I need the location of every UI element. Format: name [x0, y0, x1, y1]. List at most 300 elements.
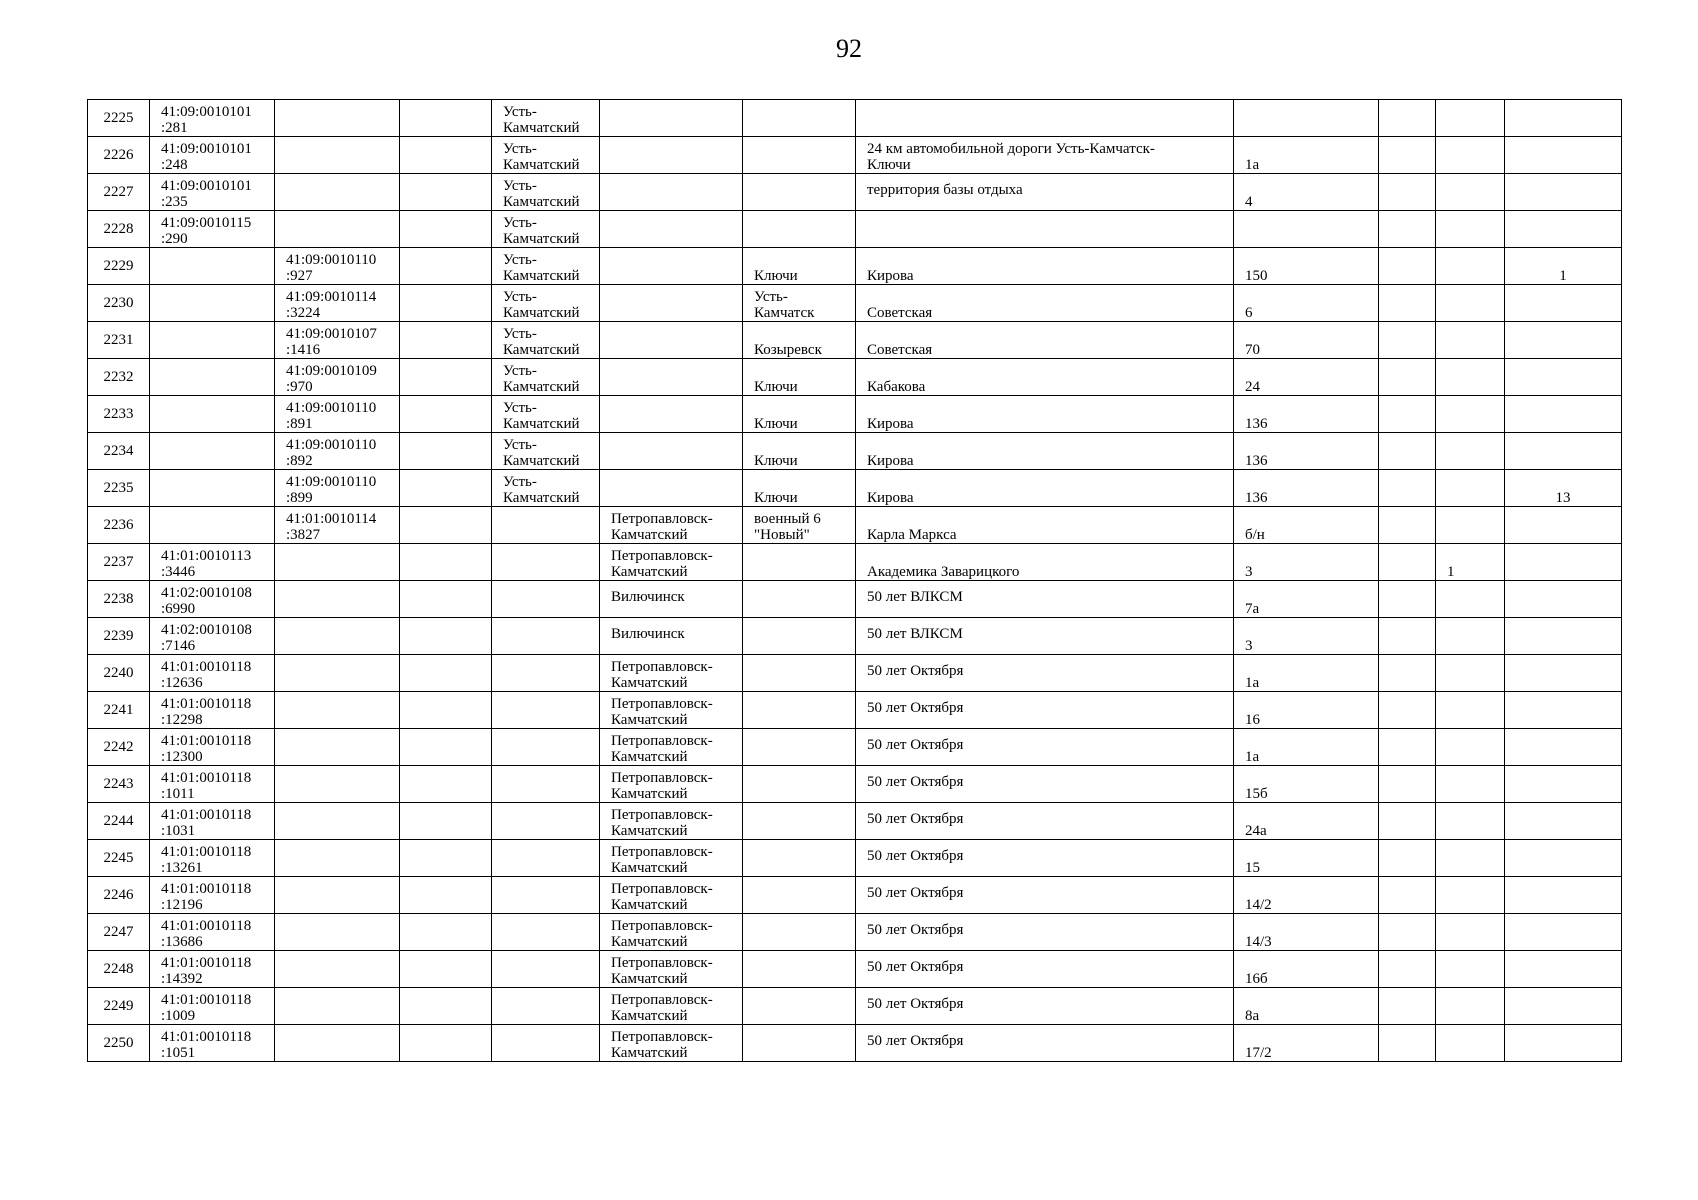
house-cell [1234, 507, 1379, 544]
city-cell-text: Петропавловск- Камчатский [611, 696, 713, 728]
city-cell [600, 100, 743, 137]
street-cell-text: 50 лет Октября [867, 922, 964, 938]
building-cell [1436, 285, 1505, 322]
table-row [88, 174, 1622, 211]
district-cell [492, 914, 600, 951]
city-cell [600, 544, 743, 581]
street-cell-text: Кирова [867, 453, 914, 469]
settlement-cell [743, 914, 856, 951]
city-cell [600, 248, 743, 285]
street-cell [856, 766, 1234, 803]
house-cell-text: 14/2 [1245, 897, 1272, 913]
cadastral-number-cell [150, 877, 275, 914]
empty-cell [400, 396, 492, 433]
cadastral-number-alt-cell [275, 396, 400, 433]
row-number-text: 2245 [103, 850, 134, 866]
cadastral-number-cell-text: 41:02:0010108 :7146 [161, 622, 252, 654]
cadastral-number-cell [150, 618, 275, 655]
empty-cell [400, 914, 492, 951]
house-cell-text: 7а [1245, 601, 1260, 617]
house-cell-text: 1а [1245, 157, 1260, 173]
row-number-text: 2247 [103, 924, 134, 940]
empty-cell [400, 137, 492, 174]
empty-cell [400, 470, 492, 507]
house-cell-text: 24а [1245, 823, 1267, 839]
street-cell-text: Кабакова [867, 379, 926, 395]
cadastral-number-alt-cell [275, 766, 400, 803]
row-number [88, 396, 150, 433]
row-number [88, 137, 150, 174]
street-cell-text: 50 лет Октября [867, 811, 964, 827]
row-number [88, 322, 150, 359]
settlement-cell [743, 433, 856, 470]
city-cell [600, 581, 743, 618]
row-number-text: 2246 [103, 887, 134, 903]
cadastral-number-cell [150, 544, 275, 581]
street-cell [856, 322, 1234, 359]
row-number [88, 692, 150, 729]
street-cell-text: Кирова [867, 268, 914, 284]
empty-cell [1379, 285, 1436, 322]
cadastral-number-alt-cell-text: 41:09:0010109 :970 [286, 363, 377, 395]
house-cell [1234, 396, 1379, 433]
row-number-text: 2241 [103, 702, 134, 718]
apartment-cell [1505, 211, 1622, 248]
house-cell [1234, 433, 1379, 470]
district-cell [492, 137, 600, 174]
house-cell-text: 136 [1245, 453, 1268, 469]
building-cell [1436, 359, 1505, 396]
cadastral-number-alt-cell-text: 41:01:0010114 :3827 [286, 511, 377, 543]
settlement-cell-text: военный 6 "Новый" [754, 511, 821, 543]
city-cell [600, 692, 743, 729]
row-number [88, 1025, 150, 1062]
district-cell-text: Усть- Камчатский [503, 104, 580, 136]
district-cell-text: Усть- Камчатский [503, 215, 580, 247]
house-cell-text: 70 [1245, 342, 1260, 358]
city-cell [600, 803, 743, 840]
cadastral-number-alt-cell-text: 41:09:0010114 :3224 [286, 289, 377, 321]
cadastral-number-cell [150, 248, 275, 285]
cadastral-number-cell [150, 729, 275, 766]
cadastral-number-cell [150, 322, 275, 359]
empty-cell [1379, 914, 1436, 951]
empty-cell [1379, 137, 1436, 174]
street-cell [856, 655, 1234, 692]
city-cell [600, 396, 743, 433]
building-cell [1436, 914, 1505, 951]
street-cell-text: Советская [867, 305, 933, 321]
settlement-cell [743, 877, 856, 914]
apartment-cell [1505, 433, 1622, 470]
building-cell [1436, 1025, 1505, 1062]
house-cell [1234, 766, 1379, 803]
city-cell [600, 951, 743, 988]
table-row [88, 803, 1622, 840]
cadastral-number-alt-cell [275, 1025, 400, 1062]
cadastral-number-cell [150, 470, 275, 507]
street-cell-text: Академика Заварицкого [867, 564, 1020, 580]
house-cell-text: 1а [1245, 749, 1260, 765]
house-cell [1234, 174, 1379, 211]
city-cell-text: Петропавловск- Камчатский [611, 992, 713, 1024]
apartment-cell [1505, 174, 1622, 211]
district-cell-text: Усть- Камчатский [503, 474, 580, 506]
cadastral-number-alt-cell [275, 433, 400, 470]
building-cell [1436, 544, 1505, 581]
city-cell-text: Вилючинск [611, 589, 685, 605]
city-cell-text: Петропавловск- Камчатский [611, 807, 713, 839]
settlement-cell [743, 359, 856, 396]
street-cell-text: 50 лет Октября [867, 774, 964, 790]
cadastral-number-cell [150, 174, 275, 211]
house-cell-text: 3 [1245, 638, 1253, 654]
settlement-cell [743, 470, 856, 507]
house-cell-text: 8а [1245, 1008, 1260, 1024]
district-cell [492, 840, 600, 877]
building-cell-text: 1 [1447, 564, 1455, 580]
row-number [88, 581, 150, 618]
empty-cell [1379, 692, 1436, 729]
apartment-cell [1505, 840, 1622, 877]
cadastral-number-alt-cell-text: 41:09:0010110 :892 [286, 437, 377, 469]
table-row [88, 322, 1622, 359]
empty-cell [1379, 544, 1436, 581]
row-number-text: 2239 [103, 628, 134, 644]
empty-cell [1379, 211, 1436, 248]
city-cell-text: Петропавловск- Камчатский [611, 733, 713, 765]
empty-cell [400, 544, 492, 581]
row-number-text: 2244 [103, 813, 134, 829]
registry-body [88, 100, 1622, 1062]
row-number [88, 655, 150, 692]
street-cell [856, 507, 1234, 544]
apartment-cell [1505, 692, 1622, 729]
row-number-text: 2230 [103, 295, 134, 311]
city-cell [600, 174, 743, 211]
empty-cell [400, 988, 492, 1025]
settlement-cell [743, 100, 856, 137]
district-cell [492, 655, 600, 692]
table-row [88, 581, 1622, 618]
street-cell [856, 433, 1234, 470]
cadastral-number-alt-cell [275, 618, 400, 655]
building-cell [1436, 470, 1505, 507]
district-cell-text: Усть- Камчатский [503, 400, 580, 432]
row-number [88, 840, 150, 877]
empty-cell [1379, 396, 1436, 433]
house-cell [1234, 211, 1379, 248]
house-cell-text: 3 [1245, 564, 1253, 580]
table-row [88, 988, 1622, 1025]
house-cell [1234, 877, 1379, 914]
street-cell-text: 24 км автомобильной дороги Усть-Камчатск- Ключи [867, 141, 1155, 173]
cadastral-number-cell-text: 41:01:0010118 :14392 [161, 955, 252, 987]
empty-cell [1379, 174, 1436, 211]
district-cell-text: Усть- Камчатский [503, 363, 580, 395]
building-cell [1436, 322, 1505, 359]
house-cell-text: 136 [1245, 490, 1268, 506]
house-cell [1234, 729, 1379, 766]
cadastral-number-cell-text: 41:01:0010118 :13261 [161, 844, 252, 876]
empty-cell [400, 174, 492, 211]
district-cell [492, 396, 600, 433]
empty-cell [400, 840, 492, 877]
row-number-text: 2249 [103, 998, 134, 1014]
cadastral-number-alt-cell [275, 581, 400, 618]
city-cell-text: Петропавловск- Камчатский [611, 511, 713, 543]
house-cell-text: 15б [1245, 786, 1268, 802]
row-number-text: 2240 [103, 665, 134, 681]
street-cell-text: 50 лет Октября [867, 663, 964, 679]
table-row [88, 137, 1622, 174]
city-cell-text: Петропавловск- Камчатский [611, 955, 713, 987]
district-cell-text: Усть- Камчатский [503, 326, 580, 358]
empty-cell [400, 692, 492, 729]
apartment-cell [1505, 766, 1622, 803]
cadastral-number-alt-cell [275, 877, 400, 914]
cadastral-number-alt-cell [275, 988, 400, 1025]
house-cell [1234, 618, 1379, 655]
settlement-cell [743, 248, 856, 285]
building-cell [1436, 433, 1505, 470]
row-number [88, 618, 150, 655]
cadastral-number-alt-cell [275, 248, 400, 285]
cadastral-number-alt-cell-text: 41:09:0010107 :1416 [286, 326, 377, 358]
cadastral-number-cell-text: 41:01:0010118 :13686 [161, 918, 252, 950]
cadastral-number-cell [150, 211, 275, 248]
city-cell [600, 470, 743, 507]
building-cell [1436, 618, 1505, 655]
table-row [88, 544, 1622, 581]
street-cell-text: 50 лет Октября [867, 885, 964, 901]
empty-cell [400, 951, 492, 988]
table-row [88, 507, 1622, 544]
district-cell [492, 359, 600, 396]
street-cell-text: 50 лет ВЛКСМ [867, 589, 963, 605]
apartment-cell [1505, 1025, 1622, 1062]
table-row [88, 618, 1622, 655]
building-cell [1436, 248, 1505, 285]
settlement-cell [743, 396, 856, 433]
settlement-cell [743, 618, 856, 655]
city-cell [600, 359, 743, 396]
district-cell [492, 803, 600, 840]
district-cell [492, 618, 600, 655]
row-number-text: 2234 [103, 443, 134, 459]
house-cell-text: 24 [1245, 379, 1260, 395]
house-cell [1234, 1025, 1379, 1062]
cadastral-number-alt-cell [275, 914, 400, 951]
apartment-cell [1505, 507, 1622, 544]
apartment-cell [1505, 359, 1622, 396]
row-number [88, 248, 150, 285]
cadastral-number-cell [150, 1025, 275, 1062]
street-cell [856, 729, 1234, 766]
street-cell [856, 1025, 1234, 1062]
apartment-cell [1505, 914, 1622, 951]
cadastral-number-alt-cell [275, 285, 400, 322]
row-number [88, 914, 150, 951]
cadastral-number-cell-text: 41:01:0010118 :12636 [161, 659, 252, 691]
row-number-text: 2229 [103, 258, 134, 274]
city-cell [600, 507, 743, 544]
table-row [88, 840, 1622, 877]
table-row [88, 100, 1622, 137]
house-cell [1234, 951, 1379, 988]
district-cell [492, 470, 600, 507]
empty-cell [400, 100, 492, 137]
street-cell [856, 359, 1234, 396]
house-cell-text: 16 [1245, 712, 1260, 728]
row-number-text: 2226 [103, 147, 134, 163]
settlement-cell-text: Козыревск [754, 342, 822, 358]
apartment-cell [1505, 285, 1622, 322]
row-number [88, 988, 150, 1025]
settlement-cell-text: Ключи [754, 379, 798, 395]
table-row [88, 396, 1622, 433]
empty-cell [1379, 988, 1436, 1025]
city-cell [600, 285, 743, 322]
table-row [88, 655, 1622, 692]
settlement-cell [743, 174, 856, 211]
empty-cell [400, 507, 492, 544]
cadastral-number-alt-cell-text: 41:09:0010110 :899 [286, 474, 377, 506]
table-row [88, 285, 1622, 322]
apartment-cell [1505, 655, 1622, 692]
district-cell [492, 581, 600, 618]
empty-cell [400, 877, 492, 914]
building-cell [1436, 766, 1505, 803]
settlement-cell-text: Ключи [754, 453, 798, 469]
city-cell-text: Петропавловск- Камчатский [611, 659, 713, 691]
street-cell-text: Кирова [867, 490, 914, 506]
street-cell-text: 50 лет Октября [867, 1033, 964, 1049]
house-cell-text: б/н [1245, 527, 1265, 543]
street-cell [856, 951, 1234, 988]
empty-cell [400, 803, 492, 840]
row-number [88, 100, 150, 137]
empty-cell [1379, 766, 1436, 803]
apartment-cell-text: 13 [1555, 490, 1571, 506]
district-cell [492, 692, 600, 729]
settlement-cell [743, 803, 856, 840]
city-cell [600, 766, 743, 803]
cadastral-number-cell-text: 41:01:0010113 :3446 [161, 548, 252, 580]
settlement-cell [743, 692, 856, 729]
cadastral-number-cell-text: 41:09:0010101 :248 [161, 141, 252, 173]
building-cell [1436, 174, 1505, 211]
empty-cell [1379, 100, 1436, 137]
row-number [88, 211, 150, 248]
row-number [88, 951, 150, 988]
city-cell [600, 729, 743, 766]
empty-cell [1379, 840, 1436, 877]
house-cell [1234, 322, 1379, 359]
apartment-cell [1505, 581, 1622, 618]
cadastral-number-cell-text: 41:01:0010118 :12298 [161, 696, 252, 728]
row-number-text: 2235 [103, 480, 134, 496]
house-cell-text: 15 [1245, 860, 1260, 876]
district-cell-text: Усть- Камчатский [503, 141, 580, 173]
empty-cell [1379, 803, 1436, 840]
building-cell [1436, 581, 1505, 618]
empty-cell [1379, 248, 1436, 285]
table-row [88, 1025, 1622, 1062]
building-cell [1436, 655, 1505, 692]
apartment-cell [1505, 470, 1622, 507]
city-cell [600, 137, 743, 174]
street-cell [856, 803, 1234, 840]
house-cell-text: 6 [1245, 305, 1253, 321]
row-number [88, 174, 150, 211]
apartment-cell [1505, 877, 1622, 914]
street-cell [856, 100, 1234, 137]
cadastral-number-alt-cell [275, 655, 400, 692]
city-cell-text: Петропавловск- Камчатский [611, 881, 713, 913]
building-cell [1436, 100, 1505, 137]
settlement-cell [743, 988, 856, 1025]
apartment-cell [1505, 618, 1622, 655]
apartment-cell [1505, 100, 1622, 137]
settlement-cell [743, 544, 856, 581]
building-cell [1436, 951, 1505, 988]
street-cell [856, 470, 1234, 507]
settlement-cell [743, 951, 856, 988]
building-cell [1436, 840, 1505, 877]
house-cell [1234, 544, 1379, 581]
house-cell-text: 136 [1245, 416, 1268, 432]
district-cell [492, 951, 600, 988]
table-row [88, 211, 1622, 248]
cadastral-number-cell [150, 988, 275, 1025]
settlement-cell [743, 322, 856, 359]
house-cell [1234, 803, 1379, 840]
empty-cell [1379, 618, 1436, 655]
house-cell-text: 150 [1245, 268, 1268, 284]
cadastral-number-cell [150, 100, 275, 137]
city-cell-text: Вилючинск [611, 626, 685, 642]
cadastral-number-cell-text: 41:01:0010118 :1011 [161, 770, 252, 802]
building-cell [1436, 877, 1505, 914]
settlement-cell [743, 137, 856, 174]
district-cell [492, 766, 600, 803]
apartment-cell-text: 1 [1559, 268, 1567, 284]
city-cell [600, 655, 743, 692]
table-row [88, 914, 1622, 951]
cadastral-number-alt-cell-text: 41:09:0010110 :891 [286, 400, 377, 432]
district-cell [492, 248, 600, 285]
street-cell-text: Советская [867, 342, 933, 358]
empty-cell [1379, 1025, 1436, 1062]
settlement-cell-text: Ключи [754, 490, 798, 506]
table-row [88, 433, 1622, 470]
house-cell [1234, 840, 1379, 877]
cadastral-number-alt-cell [275, 100, 400, 137]
house-cell [1234, 470, 1379, 507]
empty-cell [400, 322, 492, 359]
cadastral-number-alt-cell-text: 41:09:0010110 :927 [286, 252, 377, 284]
cadastral-number-cell [150, 137, 275, 174]
settlement-cell [743, 729, 856, 766]
cadastral-number-cell [150, 840, 275, 877]
table-row [88, 359, 1622, 396]
row-number [88, 433, 150, 470]
row-number [88, 729, 150, 766]
building-cell [1436, 507, 1505, 544]
row-number-text: 2243 [103, 776, 134, 792]
empty-cell [1379, 507, 1436, 544]
